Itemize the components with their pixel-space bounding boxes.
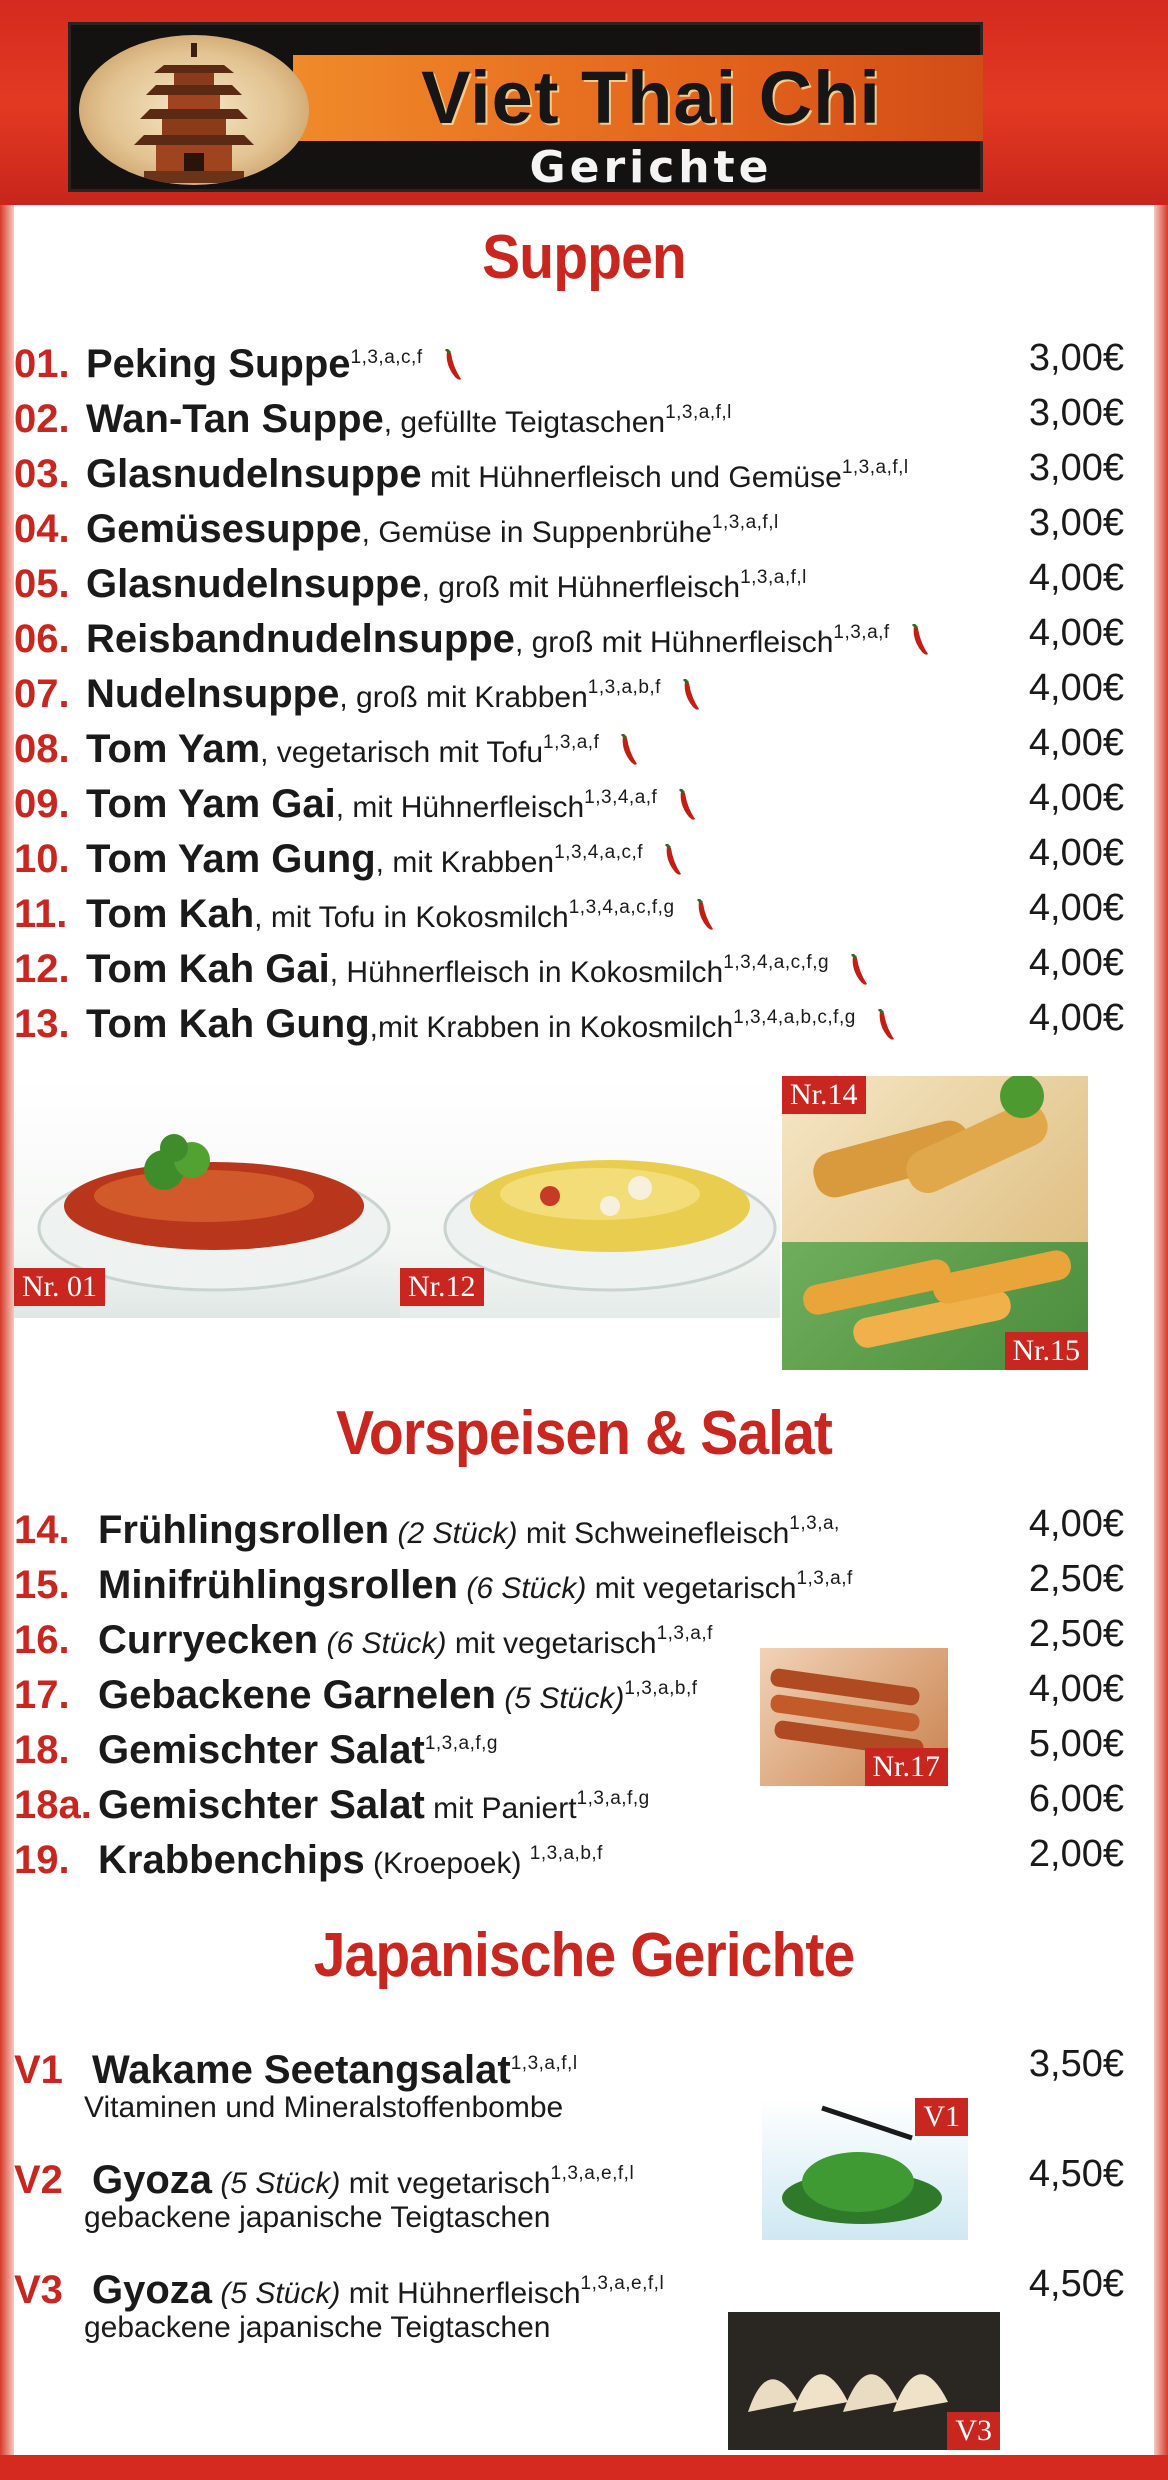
photo-tag-nr17: Nr.17 (865, 1748, 949, 1786)
photo-tag-v1: V1 (915, 2098, 968, 2136)
item-description: ,mit Krabben in Kokosmilch (369, 1011, 734, 1044)
item-name: Gemischter Salat (98, 1728, 425, 1772)
item-number: 16. (14, 1618, 70, 1662)
item-name: Glasnudelnsuppe (86, 452, 422, 496)
item-allergens: 1,3,a,e,f,l (580, 2273, 665, 2294)
item-description: mit vegetarisch (586, 1572, 797, 1605)
item-price: 4,00€ (1028, 612, 1124, 654)
chili-icon (661, 844, 683, 878)
item-name: Krabbenchips (98, 1838, 365, 1882)
photo-tag-v3: V3 (947, 2412, 1000, 2450)
item-description: mit Schweinefleisch (517, 1517, 790, 1550)
brand-subtitle: Gerichte (529, 142, 773, 193)
menu-item (14, 715, 1124, 771)
menu-item (14, 825, 1124, 881)
item-description: , mit Tofu in Kokosmilch (254, 901, 569, 934)
item-number: 19. (14, 1838, 70, 1882)
item-allergens: 1,3,a,f (543, 732, 600, 753)
item-description: , groß mit Hühnerfleisch (514, 626, 834, 659)
section-title-japanisch: Japanische Gerichte (313, 1921, 855, 1990)
menu-item (14, 1496, 1124, 1552)
chili-icon (693, 899, 715, 933)
item-number: 03. (14, 452, 70, 496)
item-quantity: (2 Stück) (397, 1517, 518, 1550)
item-number: 08. (14, 727, 70, 771)
item-name: Tom Yam Gai (86, 782, 336, 826)
item-allergens: 1,3,a,f,l (711, 512, 779, 533)
item-number: 14. (14, 1508, 70, 1552)
item-subtitle: gebackene japanische Teigtaschen (84, 2201, 551, 2234)
item-number: 02. (14, 397, 70, 441)
item-allergens: 1,3,4,a,f (584, 787, 658, 808)
menu-item (14, 770, 1124, 826)
menu-item (14, 1606, 1124, 1662)
menu-item (14, 1771, 1124, 1827)
item-number: 10. (14, 837, 70, 881)
item-description: , groß mit Hühnerfleisch (421, 571, 741, 604)
item-name: Reisbandnudelnsuppe (86, 617, 515, 661)
pagoda-icon (134, 43, 254, 183)
item-number: 11. (14, 892, 68, 936)
item-number: V3 (14, 2268, 63, 2312)
item-quantity: (5 Stück) (220, 2277, 341, 2310)
item-quantity: (5 Stück) (504, 1682, 625, 1715)
item-quantity: (6 Stück) (326, 1627, 447, 1660)
item-name: Tom Kah Gai (86, 947, 330, 991)
item-price: 4,00€ (1028, 667, 1124, 709)
item-price: 4,00€ (1028, 1668, 1124, 1710)
photo-tag-nr14: Nr.14 (782, 1076, 866, 1114)
item-name: Tom Yam (86, 727, 261, 771)
item-number: 15. (14, 1563, 70, 1607)
photo-fruehlingsrollen (782, 1076, 1088, 1242)
item-allergens: 1,3,a,b,f (624, 1678, 698, 1699)
photo-tag-nr01: Nr. 01 (14, 1268, 105, 1306)
item-price: 4,00€ (1028, 887, 1124, 929)
item-allergens: 1,3,a,f,l (740, 567, 807, 588)
menu-item (14, 550, 1124, 606)
item-name: Curryecken (98, 1618, 319, 1662)
section-title-suppen: Suppen (482, 223, 686, 292)
chili-icon (675, 789, 697, 823)
menu-item (14, 2256, 1124, 2312)
item-price: 3,00€ (1028, 447, 1124, 489)
item-price: 2,50€ (1028, 1558, 1124, 1600)
logo-banner (68, 22, 983, 192)
photo-tom-kah-gai (400, 1078, 780, 1318)
item-allergens: 1,3,a,f (833, 622, 890, 643)
item-allergens: 1,3,a,b,f (529, 1843, 603, 1864)
footer-band (0, 2455, 1168, 2480)
item-allergens: 1,3,a,c,f (350, 347, 423, 368)
item-price: 2,00€ (1028, 1833, 1124, 1875)
item-name: Minifrühlingsrollen (98, 1563, 458, 1607)
right-border (1154, 205, 1168, 2455)
item-allergens: 1,3,4,a,c,f,g (723, 952, 830, 973)
photo-tag-nr15: Nr.15 (1005, 1332, 1089, 1370)
item-name: Peking Suppe (86, 342, 351, 386)
item-description: , gefüllte Teigtaschen (383, 406, 666, 439)
menu-item (14, 990, 1124, 1046)
item-name: Wakame Seetangsalat (92, 2048, 511, 2092)
item-allergens: 1,3,a, (789, 1513, 840, 1534)
item-number: V2 (14, 2158, 63, 2202)
item-number: 07. (14, 672, 70, 716)
chili-icon (847, 954, 869, 988)
item-description: mit Paniert (424, 1792, 577, 1825)
item-price: 4,00€ (1028, 942, 1124, 984)
item-price: 5,00€ (1028, 1723, 1124, 1765)
photo-gyoza (728, 2312, 1000, 2450)
item-price: 3,50€ (1028, 2043, 1124, 2085)
menu-item (14, 1661, 1124, 1717)
item-allergens: 1,3,a,f (656, 1623, 713, 1644)
item-name: Tom Kah Gung (86, 1002, 370, 1046)
item-name: Nudelnsuppe (86, 672, 340, 716)
item-name: Frühlingsrollen (98, 1508, 390, 1552)
item-name: Gebackene Garnelen (98, 1673, 496, 1717)
item-allergens: 1,3,a,f,l (665, 402, 732, 423)
photo-minifruehlingsrollen (782, 1242, 1088, 1370)
item-allergens: 1,3,4,a,c,f,g (568, 897, 675, 918)
item-number: V1 (14, 2048, 63, 2092)
menu-item (14, 385, 1124, 441)
photo-gebackene-garnelen (760, 1648, 948, 1786)
item-price: 4,00€ (1028, 557, 1124, 599)
chili-icon (679, 679, 701, 713)
item-name: Gemüsesuppe (86, 507, 362, 551)
item-description: , mit Hühnerfleisch (335, 791, 585, 824)
photo-peking-suppe (14, 1078, 414, 1318)
chili-icon (874, 1009, 896, 1043)
item-allergens: 1,3,a,f,l (510, 2053, 578, 2074)
left-border (0, 205, 14, 2455)
menu-item (14, 2036, 1124, 2092)
brand-name: Viet Thai Chi (421, 56, 881, 139)
item-price: 4,00€ (1028, 997, 1124, 1039)
item-description: mit Hühnerfleisch (340, 2277, 581, 2310)
item-name: Wan-Tan Suppe (86, 397, 384, 441)
item-number: 17. (14, 1673, 70, 1717)
item-allergens: 1,3,a,f,l (841, 457, 909, 478)
item-number: 18. (14, 1728, 70, 1772)
photo-tag-nr12: Nr.12 (400, 1268, 484, 1306)
item-subtitle: gebackene japanische Teigtaschen (84, 2311, 551, 2344)
item-description: , mit Krabben (375, 846, 555, 879)
item-allergens: 1,3,a,f,g (576, 1788, 650, 1809)
item-price: 4,00€ (1028, 1503, 1124, 1545)
item-number: 06. (14, 617, 70, 661)
logo-emblem (79, 35, 309, 185)
item-name: Gyoza (92, 2158, 213, 2202)
item-price: 3,00€ (1028, 502, 1124, 544)
item-number: 01. (14, 342, 70, 386)
item-quantity: (6 Stück) (466, 1572, 587, 1605)
item-price: 4,50€ (1028, 2263, 1124, 2305)
chili-icon (908, 624, 930, 658)
item-description: , Gemüse in Suppenbrühe (361, 516, 712, 549)
menu-item (14, 440, 1124, 496)
menu-item (14, 330, 1124, 386)
menu-item (14, 1716, 1124, 1772)
item-name: Tom Kah (86, 892, 255, 936)
item-price: 2,50€ (1028, 1613, 1124, 1655)
item-allergens: 1,3,4,a,c,f (554, 842, 644, 863)
item-description: , vegetarisch mit Tofu (260, 736, 544, 769)
item-description: , Hühnerfleisch in Kokosmilch (329, 956, 724, 989)
photo-wakame-salat (762, 2098, 968, 2240)
item-name: Gemischter Salat (98, 1783, 425, 1827)
item-number: 12. (14, 947, 70, 991)
chili-icon (441, 349, 463, 383)
chili-icon (617, 734, 639, 768)
item-price: 4,00€ (1028, 832, 1124, 874)
item-allergens: 1,3,a,f,g (424, 1733, 498, 1754)
item-price: 3,00€ (1028, 337, 1124, 379)
item-number: 18a. (14, 1783, 92, 1827)
item-price: 6,00€ (1028, 1778, 1124, 1820)
item-allergens: 1,3,a,f (796, 1568, 853, 1589)
item-number: 13. (14, 1002, 70, 1046)
item-number: 04. (14, 507, 70, 551)
item-price: 4,50€ (1028, 2153, 1124, 2195)
item-name: Tom Yam Gung (86, 837, 376, 881)
item-price: 4,00€ (1028, 777, 1124, 819)
item-allergens: 1,3,a,e,f,l (550, 2163, 635, 2184)
menu-item (14, 495, 1124, 551)
item-description: (Kroepoek) (364, 1847, 530, 1880)
item-subtitle: Vitaminen und Mineralstoffenbombe (84, 2091, 564, 2124)
item-quantity: (5 Stück) (220, 2167, 341, 2200)
item-description: , groß mit Krabben (339, 681, 588, 714)
item-name: Glasnudelnsuppe (86, 562, 422, 606)
item-description: mit vegetarisch (446, 1627, 657, 1660)
item-price: 3,00€ (1028, 392, 1124, 434)
menu-item (14, 880, 1124, 936)
item-price: 4,00€ (1028, 722, 1124, 764)
menu-item (14, 1826, 1124, 1882)
item-allergens: 1,3,4,a,b,c,f,g (733, 1007, 856, 1028)
item-number: 09. (14, 782, 70, 826)
menu-item (14, 935, 1124, 991)
item-description: mit Hühnerfleisch und Gemüse (421, 461, 842, 494)
menu-item (14, 1551, 1124, 1607)
menu-item (14, 660, 1124, 716)
section-title-vorspeisen: Vorspeisen & Salat (336, 1399, 832, 1468)
item-allergens: 1,3,a,b,f (587, 677, 661, 698)
menu-item (14, 605, 1124, 661)
item-number: 05. (14, 562, 70, 606)
item-name: Gyoza (92, 2268, 213, 2312)
item-description: mit vegetarisch (340, 2167, 551, 2200)
